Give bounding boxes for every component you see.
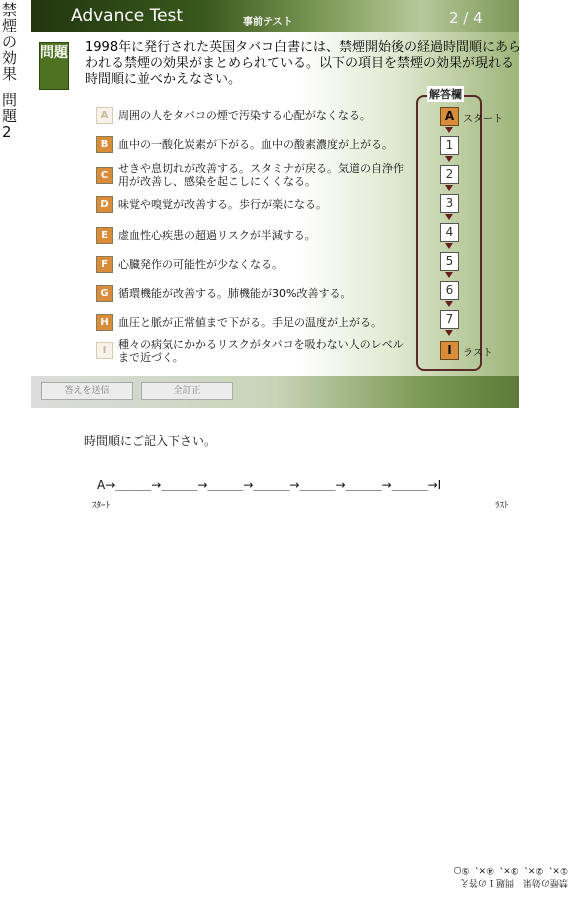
side-title-topic: 禁煙の効果 (2, 1, 18, 83)
option-text-b: 血中の一酸化炭素が下がる。血中の酸素濃度が上がる。 (118, 138, 393, 151)
option-text-e: 虚血性心疾患の超過リスクが半減する。 (118, 229, 316, 242)
submit-answer-button[interactable]: 答えを送信 (41, 382, 133, 400)
test-panel (31, 0, 519, 408)
answer-start-label: スタート (463, 114, 503, 125)
arrow-down-icon (445, 243, 453, 249)
option-box-b[interactable]: B (96, 136, 113, 153)
arrow-down-icon (445, 156, 453, 162)
answer-slot-2[interactable]: 2 (440, 165, 459, 184)
answer-slot-7[interactable]: 7 (440, 310, 459, 329)
answer-slot-1[interactable]: 1 (440, 136, 459, 155)
arrow-down-icon (445, 272, 453, 278)
arrow-down-icon (445, 185, 453, 191)
answer-slot-6[interactable]: 6 (440, 281, 459, 300)
arrow-down-icon (445, 330, 453, 336)
answer-slot-3[interactable]: 3 (440, 194, 459, 213)
option-box-f[interactable]: F (96, 256, 113, 273)
sequence-last-caption: ﾗｽﾄ (495, 501, 509, 511)
option-text-i: 種々の病気にかかるリスクがタバコを吸わない人のレベルまで近づく。 (118, 338, 404, 364)
option-box-i[interactable]: I (96, 342, 113, 359)
option-box-h[interactable]: H (96, 314, 113, 331)
option-text-c: せきや息切れが改善する。スタミナが戻る。気道の自浄作用が改善し、感染を起こしにくくなる。 (118, 162, 404, 188)
sequence-start-caption: ｽﾀｰﾄ (92, 501, 111, 511)
option-box-a[interactable]: A (96, 107, 113, 124)
app-title: Advance Test (71, 6, 184, 26)
option-text-g: 循環機能が改善する。肺機能が30%改善する。 (118, 287, 352, 300)
answer-last-label: ラスト (463, 348, 493, 359)
page-indicator: 2 / 4 (449, 9, 483, 27)
option-text-d: 味覚や嗅覚が改善する。歩行が楽になる。 (118, 198, 327, 211)
answer-slot-4[interactable]: 4 (440, 223, 459, 242)
header-bar (31, 0, 519, 32)
option-box-d[interactable]: D (96, 196, 113, 213)
option-box-e[interactable]: E (96, 227, 113, 244)
option-box-g[interactable]: G (96, 285, 113, 302)
answer-slot-last[interactable]: I (440, 341, 459, 360)
instruction-text: 時間順にご記入下さい。 (84, 434, 217, 448)
answer-sequence: A→＿＿＿→＿＿＿→＿＿＿→＿＿＿→＿＿＿→＿＿＿→＿＿＿→I (97, 478, 442, 492)
option-text-h: 血圧と脈が正常値まで下がる。手足の温度が上がる。 (118, 316, 382, 329)
question-text: 1998年に発行された英国タバコ白書には、禁煙開始後の経過時間順にあらわれる禁煙の効果がまとめられている。以下の項目を禁煙の効果が現れる時間順に並べかえなさい。 (85, 40, 521, 87)
side-title (2, 2, 24, 140)
question-label: 問題 (39, 42, 69, 90)
side-title-question: 問題2 (2, 91, 18, 141)
answer-panel-title: 解答欄 (429, 88, 462, 101)
option-box-c[interactable]: C (96, 167, 113, 184)
header-subtitle: 事前テスト (243, 17, 293, 28)
option-text-a: 周囲の人をタバコの煙で汚染する心配がなくなる。 (118, 109, 371, 122)
option-text-f: 心臓発作の可能性が少なくなる。 (118, 258, 283, 271)
answer-slot-5[interactable]: 5 (440, 252, 459, 271)
arrow-down-icon (445, 127, 453, 133)
arrow-down-icon (445, 301, 453, 307)
answer-slot-start[interactable]: A (440, 107, 459, 126)
upside-down-answer-note (418, 864, 568, 888)
answer-note-title: 禁煙の効果 問題１の答え (459, 877, 568, 887)
arrow-down-icon (445, 214, 453, 220)
clear-all-button[interactable]: 全訂正 (141, 382, 233, 400)
answer-note-values: ①×、②×、③×、④×、⑤○ (453, 865, 568, 875)
